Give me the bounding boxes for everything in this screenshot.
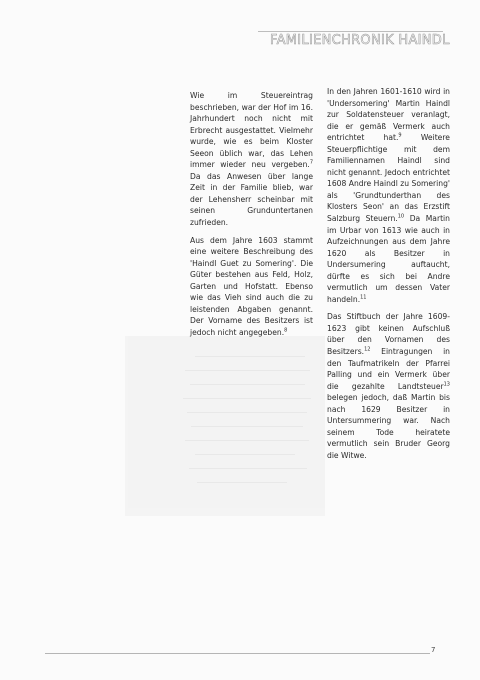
footnote-marker: 9 bbox=[398, 132, 402, 139]
footnote-marker: 7 bbox=[309, 159, 313, 166]
left-text-column bbox=[190, 90, 313, 344]
footnote-marker: 8 bbox=[284, 327, 288, 334]
right-text-column bbox=[327, 86, 450, 468]
faded-archival-document-image bbox=[125, 336, 325, 516]
paragraph: Aus dem Jahre 1603 stammt eine weitere Beschreibung des 'Haindl Guet zu Somering'. Die Güter bestehen aus Feld, Holz, Garten und Hofstatt. Ebenso wie das Vieh sind auch die zu leistenden Abgaben genannt. Der Vorname des Besitzers ist jedoch nicht angegeben.$^8$ bbox=[190, 235, 313, 337]
footer-rule bbox=[45, 653, 430, 654]
paragraph: In den Jahren 1601-1610 wird in 'Undersomering' Martin Haindl zur Soldatensteuer veranlagt, die er gemäß Vermerk auch entrichtet hat.$^9$ Weitere Steuerpflichtige mit dem Familiennamen Haindl sind nicht genannt. Jedoch entrichtet 1608 Andre Haindl zu Somering' als 'Grundtunderthan des Klosters Seon' an das Erzstift Salzburg Steuern.$^{10}$ Da Martin im Urbar von 1613 wie auch in Aufzeichnungen aus dem Jahre 1620 als Besitzer in Undersumering auftaucht, dürfte es sich bei Andre vermutlich um dessen Vater handeln.$^{11}$ bbox=[327, 87, 450, 304]
footnote-marker: 11 bbox=[360, 294, 367, 301]
paragraph: Das Stiftbuch der Jahre 1609-1623 gibt keinen Aufschluß über den Vornamen des Besitzers.$^{12}$ Eintragungen in den Taufmatrikeln der Pfarrei Palling und ein Vermerk über die gezahlte Landtsteuer$^{13}$ belegen jedoch, daß Martin bis nach 1629 Besitzer in Untersummering war. Nach seinem Tode heiratete vermutlich sein Bruder Georg die Witwe. bbox=[327, 312, 450, 460]
page-number: 7 bbox=[431, 646, 436, 654]
paragraph: Wie im Steuereintrag beschrieben, war der Hof im 16. Jahrhundert noch nicht mit Erbrecht ausgestattet. Vielmehr wurde, wie es beim Kloster Seeon üblich war, das Lehen immer wieder neu vergeben.$^7$ Da das Anwesen über lange Zeit in der Familie blieb, war der Lehensherr scheinbar mit seinen Grunduntertanen zufrieden. bbox=[190, 91, 313, 228]
page-title: FAMILIENCHRONIK HAINDL bbox=[270, 33, 450, 48]
header-rule bbox=[258, 31, 443, 32]
footnote-marker: 10 bbox=[397, 213, 405, 220]
footnote-marker: 12 bbox=[364, 346, 371, 353]
footnote-marker: 13 bbox=[443, 381, 450, 388]
